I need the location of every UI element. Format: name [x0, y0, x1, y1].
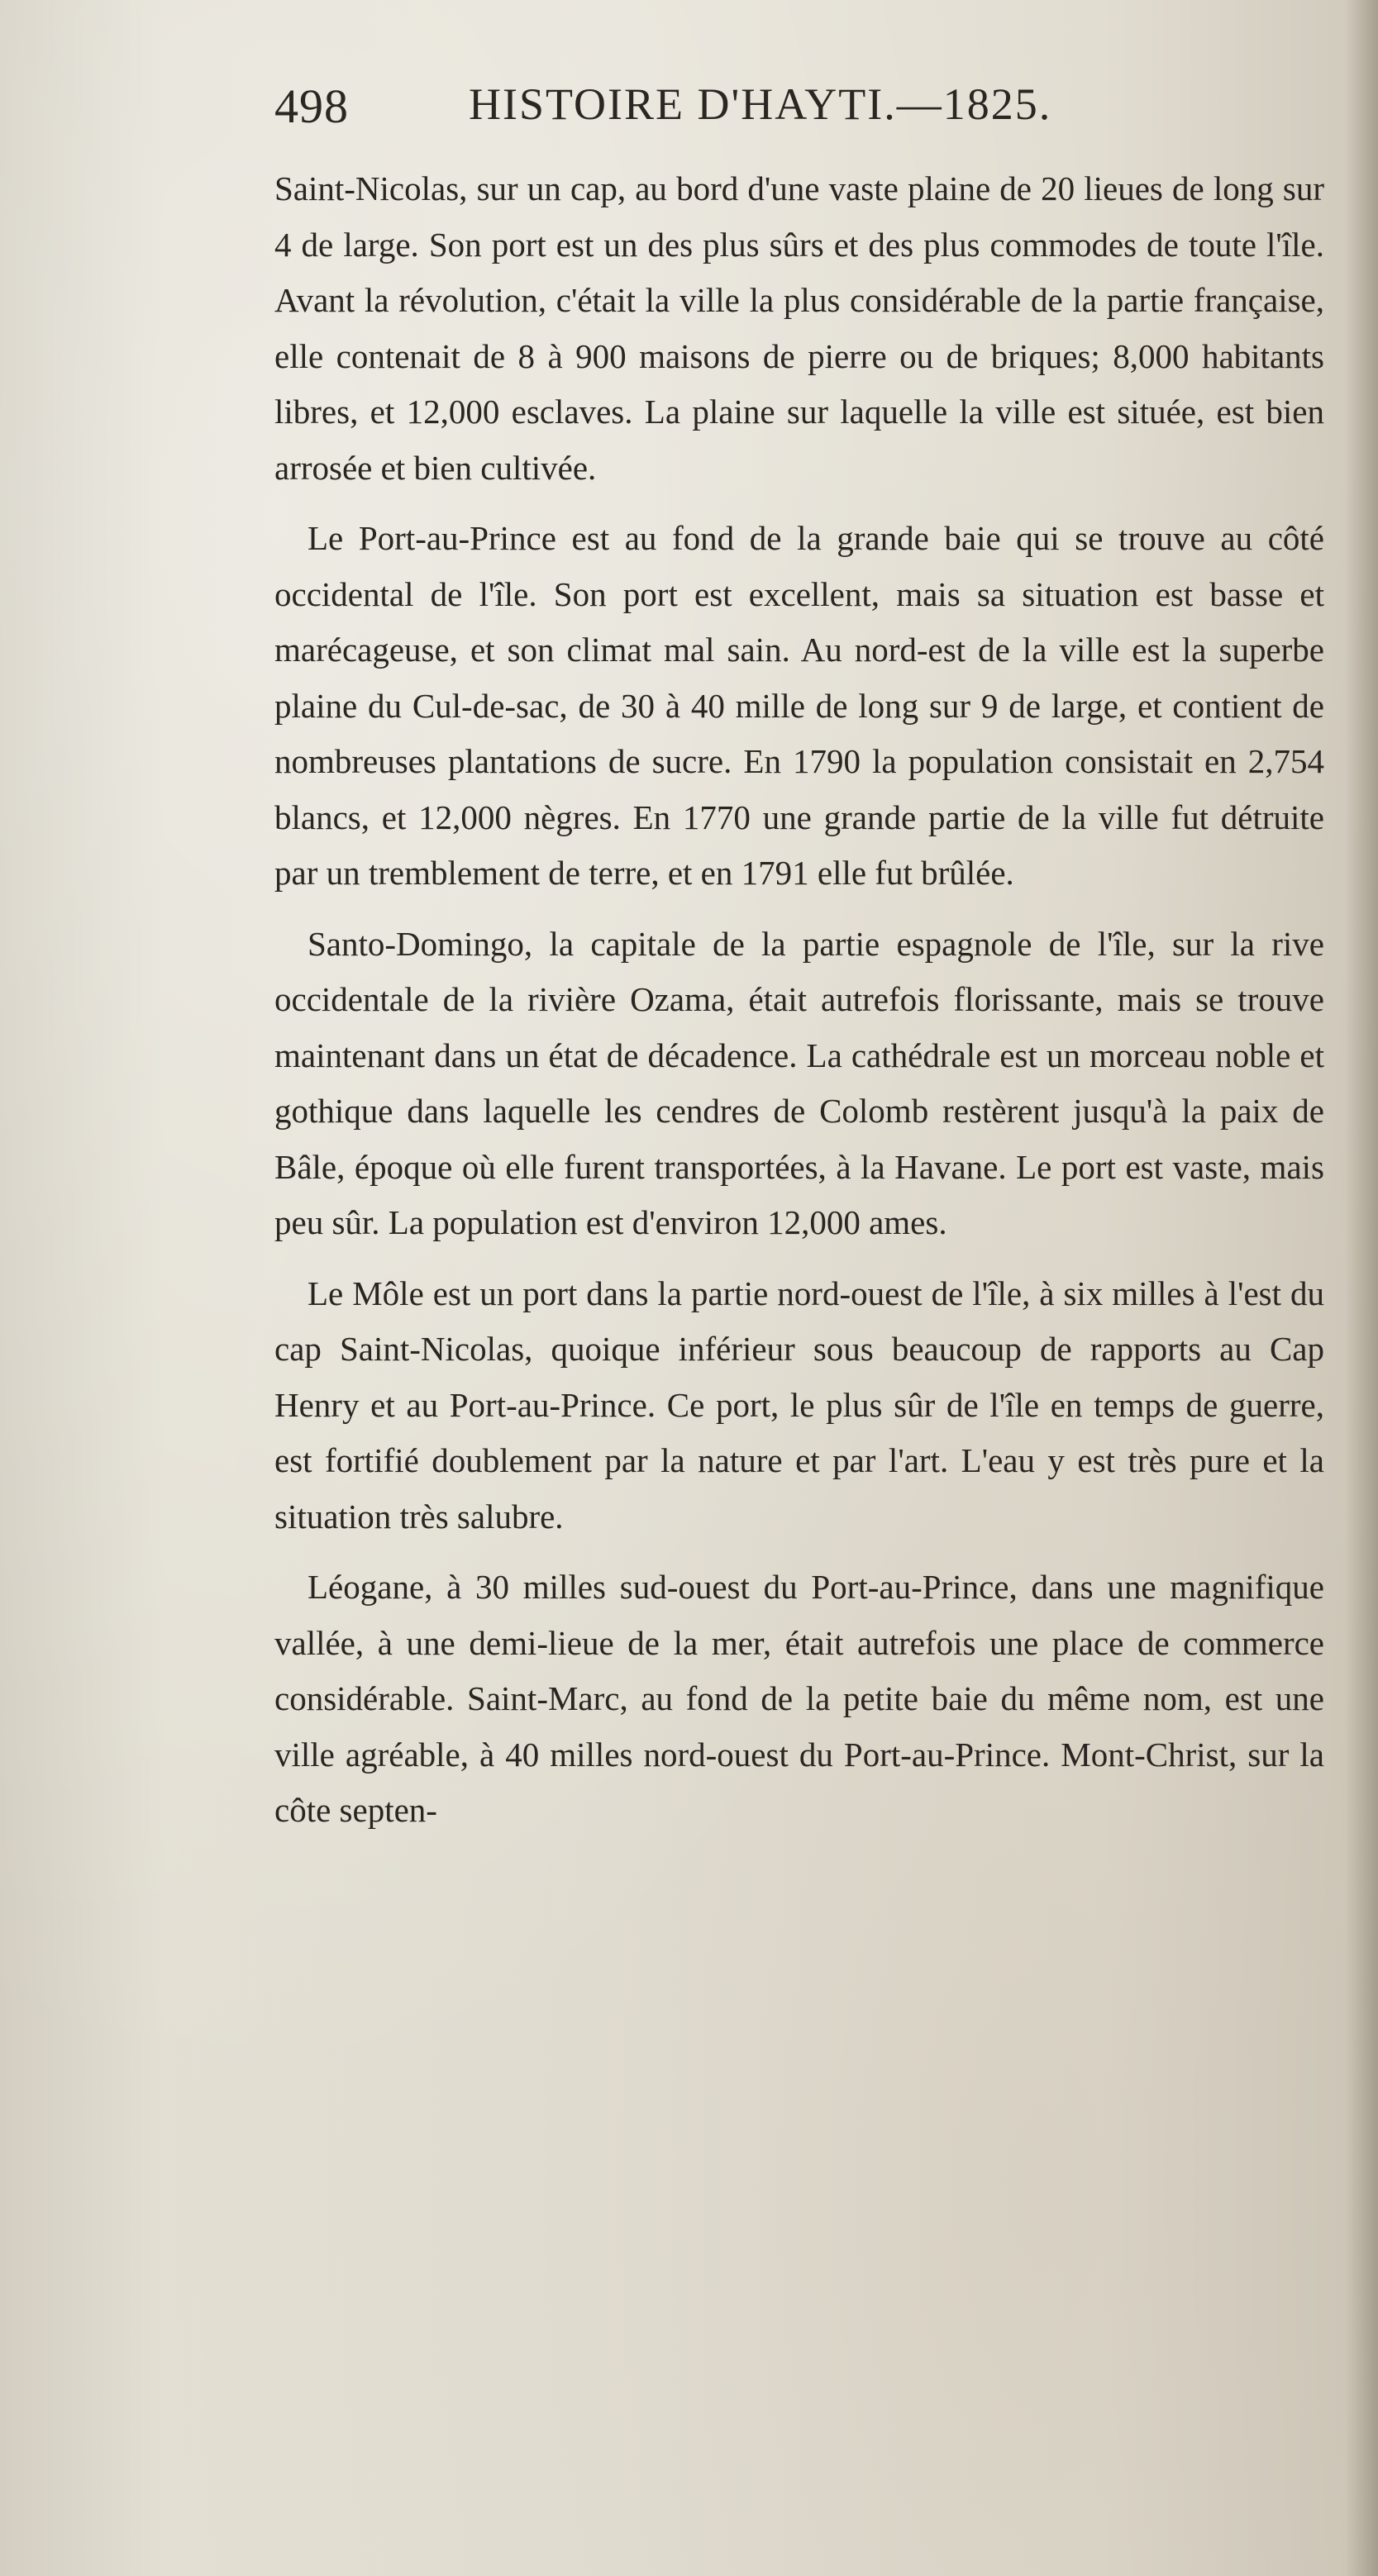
page-spine-shadow — [1345, 0, 1378, 2576]
page-header — [274, 79, 1167, 145]
page-number: 498 — [274, 79, 349, 133]
paragraph-le-mole: Le Môle est un port dans la partie nord-ouest de l'île, à six milles à l'est du cap Saint-Nicolas, quoique inférieur sous beaucoup de rapports au Cap Henry et au Port-au-Prince. Ce port, le plus sûr de l'île en temps de guerre, est fortifié doublement par la nature et par l'art. L'eau y est très pure et la situation très salubre. — [274, 1274, 1324, 1536]
paragraph-port-au-prince: Le Port-au-Prince est au fond de la grande baie qui se trouve au côté occidental de l'île. Son port est excellent, mais sa situation est basse et marécageuse, et son climat mal sain. Au nord-est de la ville est la superbe plaine du Cul-de-sac, de 30 à 40 mille de long sur 9 de large, et contient de nombreuses plantations de sucre. En 1790 la population consistait en 2,754 blancs, et 12,000 nègres. En 1770 une grande partie de la ville fut détruite par un tremblement de terre, et en 1791 elle fut brûlée. — [274, 519, 1324, 892]
paragraph-saint-nicolas: Saint-Nicolas, sur un cap, au bord d'une vaste plaine de 20 lieues de long sur 4 de large. Son port est un des plus sûrs et des plus commodes de toute l'île. Avant la révolution, c'était la ville la plus considérable de la partie française, elle contenait de 8 à 900 maisons de pierre ou de briques; 8,000 habitants libres, et 12,000 esclaves. La plaine sur laquelle la ville est située, est bien arrosée et bien cultivée. — [274, 169, 1324, 487]
body-text — [274, 161, 1324, 1854]
paragraph-leogane: Léogane, à 30 milles sud-ouest du Port-au-Prince, dans une magnifique vallée, à une demi-lieue de la mer, était autrefois une place de commerce considérable. Saint-Marc, au fond de la petite baie du même nom, est une ville agréable, à 40 milles nord-ouest du Port-au-Prince. Mont-Christ, sur la côte septen- — [274, 1568, 1324, 1829]
running-title: HISTOIRE D'HAYTI.—1825. — [469, 79, 1052, 129]
paragraph-santo-domingo: Santo-Domingo, la capitale de la partie espagnole de l'île, sur la rive occidentale de la rivière Ozama, était autrefois florissante, mais se trouve maintenant dans un état de décadence. La cathédrale est un morceau noble et gothique dans laquelle les cendres de Colomb restèrent jusqu'à la paix de Bâle, époque où elle furent transportées, à la Havane. Le port est vaste, mais peu sûr. La population est d'environ 12,000 ames. — [274, 924, 1324, 1241]
